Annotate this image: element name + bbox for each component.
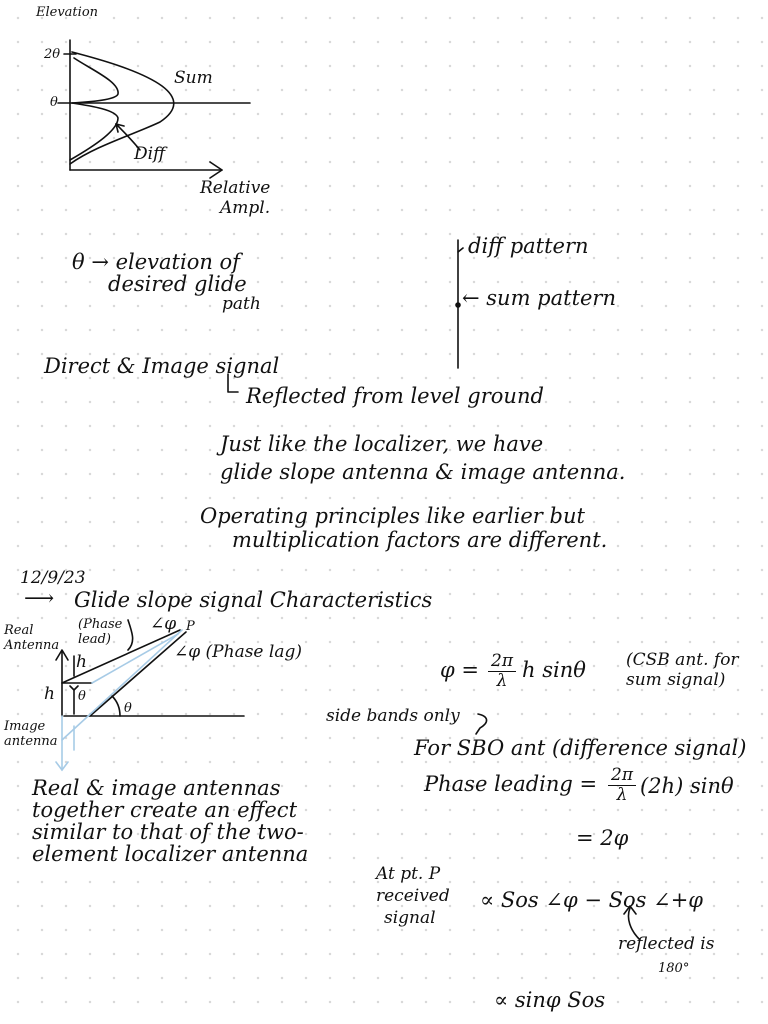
phi-eq-denominator: λ [496,670,508,691]
reflected-note: Reflected from level ground [246,384,544,408]
sbo-denominator: λ [616,784,628,805]
sbo-lead-rhs: (2h) sinθ [640,774,734,798]
principles-line1: Operating principles like earlier but [200,504,585,528]
direct-image-title: Direct & Image signal [44,354,280,378]
received-expression: ∝ Sos ∠φ − Sos ∠+φ [480,888,703,912]
graph-diff-label: Diff [134,144,166,164]
graph-tick-2theta: 2θ [44,47,61,62]
section-date: 12/9/23 [20,568,86,588]
localizer-note-line1: Just like the localizer, we have [220,432,544,456]
sbo-numerator: 2π [608,766,636,786]
graph-sum-label: Sum [174,68,213,88]
theta-label-b: θ [124,701,132,716]
diff-pattern-label: diff pattern [468,234,589,258]
localizer-note-line2: glide slope antenna & image antenna. [220,460,626,484]
real-antenna-label: Real Antenna [4,623,60,653]
graph-tick-theta: θ [50,95,58,110]
theta-note-line1: θ → elevation of [72,250,240,274]
point-p-label: P [186,619,195,634]
phase-lead-label: (Phase lead) [78,617,123,647]
csb-note: (CSB ant. for sum signal) [626,650,739,691]
sideband-hook [476,714,487,734]
section-arrow: ⟶ [24,586,55,610]
theta-label-a: θ [78,689,86,704]
theta-note-line3: path [222,294,261,314]
received-line2: received [376,886,450,906]
reflected-180-line2: 180° [658,961,690,976]
h-tick-arrow [70,686,78,690]
phi-eq-rhs: h sinθ [522,658,586,682]
h-top-label: h [76,652,87,672]
real-image-line2: together create an effect [32,798,298,822]
real-image-line4: element localizer antenna [32,842,309,866]
section-title: Glide slope signal Characteristics [74,588,433,612]
received-line1: At pt. P [376,864,441,884]
phi-eq-numerator: 2π [488,652,516,672]
sideband-label: side bands only [326,706,460,726]
sbo-lead-lhs: Phase leading = [424,772,598,796]
diff-pattern-upper [72,58,118,103]
h-mid-label: h [44,684,55,704]
sbo-fraction [608,766,636,804]
received-line3: signal [384,908,436,928]
final-proportional: ∝ sinφ Sos [494,988,606,1012]
graph-x-label-2: Ampl. [220,198,271,218]
image-antenna-label: Image antenna [4,719,58,749]
principles-line2: multiplication factors are different. [232,528,608,552]
angle-lag-label: ∠φ (Phase lag) [174,642,302,662]
sum-dot [456,303,460,307]
theta-arc [112,696,120,716]
real-image-line3: similar to that of the two- [32,820,304,844]
real-image-line1: Real & image antennas [32,776,281,800]
sbo-result: = 2φ [576,826,629,850]
graph-x-label-1: Relative [200,178,271,198]
sum-pattern-label: ← sum pattern [462,286,616,310]
phi-eq-lhs: φ = [440,658,479,682]
angle-lead-label: ∠φ [150,614,177,634]
sbo-line: For SBO ant (difference signal) [414,736,747,760]
reflected-180-line1: reflected is [618,934,715,954]
theta-note-line2: desired glide [108,272,247,296]
diff-pattern-lower [70,103,118,160]
phi-eq-fraction [488,652,516,690]
graph-y-axis-label: Elevation [36,5,99,20]
